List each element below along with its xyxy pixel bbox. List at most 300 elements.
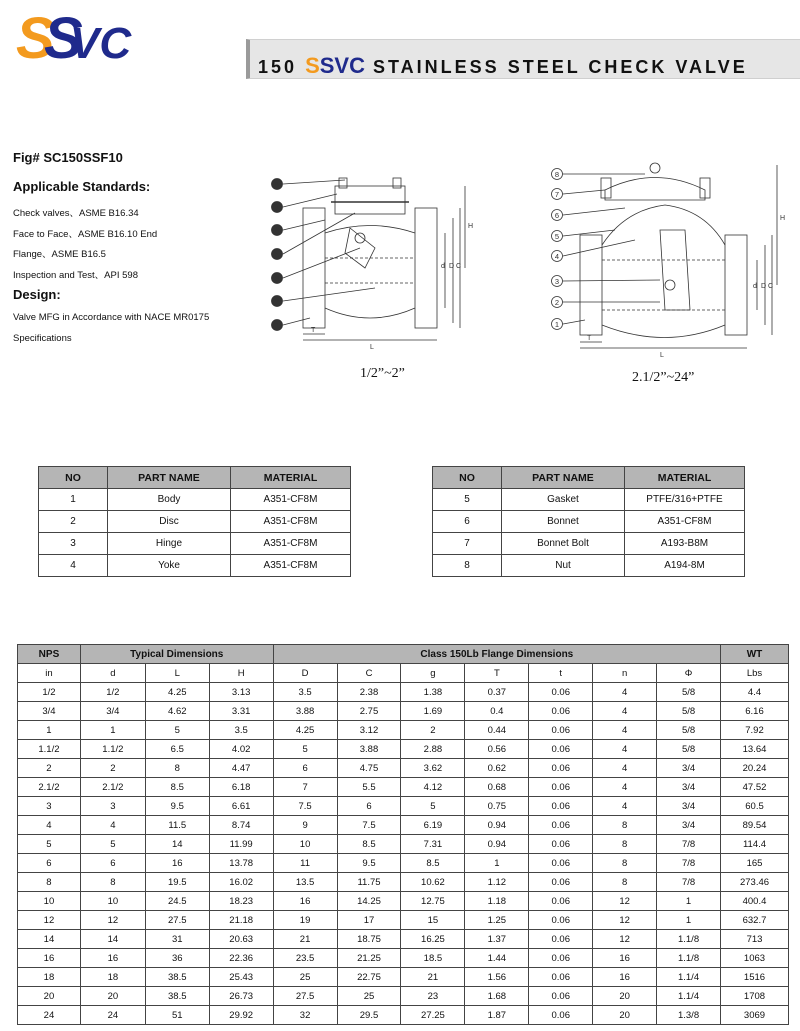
table-cell: 18.23 [209, 892, 273, 911]
standards-heading: Applicable Standards: [13, 179, 151, 194]
cell-no: 7 [433, 533, 502, 555]
svg-text:VC: VC [70, 19, 132, 68]
dim-label: D [449, 263, 455, 270]
table-cell: 22.36 [209, 949, 273, 968]
table-row [39, 489, 351, 511]
table-cell: 3 [80, 797, 145, 816]
callout-label: 8 [274, 180, 280, 189]
table-cell: 19 [273, 911, 337, 930]
table-cell: 1 [657, 892, 721, 911]
table-cell: 8.74 [209, 816, 273, 835]
table-cell: 26.73 [209, 987, 273, 1006]
table-row [18, 930, 789, 949]
table-cell: 2.1/2 [80, 778, 145, 797]
table-cell: 8 [18, 873, 81, 892]
table-cell: 6.18 [209, 778, 273, 797]
dim-label: C [768, 283, 774, 290]
design-item: Valve MFG in Accordance with NACE MR0175 [13, 312, 210, 323]
table-cell: 8.5 [401, 854, 465, 873]
callout-label: 2 [554, 298, 560, 307]
dim-label: d [441, 263, 445, 270]
table-row [18, 1006, 789, 1025]
title-brand-s: S [305, 53, 320, 78]
table-cell: 4.12 [401, 778, 465, 797]
dim-label: C [456, 263, 462, 270]
table-cell: 4 [18, 816, 81, 835]
parts-table-left [38, 466, 351, 577]
table-cell: 4 [593, 759, 657, 778]
table-cell: 1.1/4 [657, 968, 721, 987]
table-cell: 5/8 [657, 702, 721, 721]
table-cell: 3.13 [209, 683, 273, 702]
dim-label: D [761, 283, 767, 290]
table-cell: 4.25 [145, 683, 209, 702]
table-cell: 13.5 [273, 873, 337, 892]
table-cell: 0.44 [465, 721, 529, 740]
table-cell: 11.5 [145, 816, 209, 835]
cell-material: A351-CF8M [231, 555, 351, 577]
table-cell: 4.02 [209, 740, 273, 759]
table-cell: 0.06 [529, 683, 593, 702]
table-cell: 1516 [721, 968, 789, 987]
unit-cell: g [401, 664, 465, 683]
cell-name: Body [108, 489, 231, 511]
table-cell: 2.75 [337, 702, 401, 721]
table-row [433, 533, 745, 555]
svg-text:S: S [44, 6, 83, 71]
cell-material: A193-B8M [625, 533, 745, 555]
table-cell: 12 [593, 911, 657, 930]
table-cell: 1.25 [465, 911, 529, 930]
cell-name: Yoke [108, 555, 231, 577]
cell-material: A351-CF8M [231, 511, 351, 533]
table-cell: 273.46 [721, 873, 789, 892]
table-cell: 21 [401, 968, 465, 987]
table-cell: 4 [80, 816, 145, 835]
table-cell: 0.06 [529, 854, 593, 873]
table-cell: 1.3/8 [657, 1006, 721, 1025]
table-cell: 6 [18, 854, 81, 873]
table-cell: 0.62 [465, 759, 529, 778]
table-cell: 0.06 [529, 816, 593, 835]
table-row [18, 740, 789, 759]
table-cell: 4.47 [209, 759, 273, 778]
table-cell: 0.06 [529, 721, 593, 740]
table-cell: 4.75 [337, 759, 401, 778]
table-cell: 1/2 [80, 683, 145, 702]
cell-name: Nut [502, 555, 625, 577]
table-cell: 5 [273, 740, 337, 759]
group-header-wt: WT [721, 645, 789, 664]
table-row [39, 555, 351, 577]
table-cell: 11.75 [337, 873, 401, 892]
standard-item: Flange、ASME B16.5 [13, 249, 106, 260]
table-cell: 32 [273, 1006, 337, 1025]
table-header-row [433, 467, 745, 489]
table-cell: 16 [18, 949, 81, 968]
table-cell: 16 [80, 949, 145, 968]
table-cell: 1.1/8 [657, 949, 721, 968]
table-cell: 3/4 [80, 702, 145, 721]
table-cell: 10 [80, 892, 145, 911]
table-cell: 25 [273, 968, 337, 987]
table-cell: 38.5 [145, 987, 209, 1006]
table-cell: 7.5 [273, 797, 337, 816]
table-cell: 7/8 [657, 873, 721, 892]
cell-no: 5 [433, 489, 502, 511]
table-cell: 2 [401, 721, 465, 740]
table-cell: 5/8 [657, 740, 721, 759]
table-row [39, 511, 351, 533]
table-cell: 8 [80, 873, 145, 892]
table-cell: 3.31 [209, 702, 273, 721]
table-cell: 3 [18, 797, 81, 816]
table-cell: 10 [273, 835, 337, 854]
design-item: Specifications [13, 333, 72, 344]
units-row [18, 664, 789, 683]
table-cell: 9 [273, 816, 337, 835]
table-cell: 3/4 [657, 816, 721, 835]
table-cell: 14 [18, 930, 81, 949]
table-cell: 0.75 [465, 797, 529, 816]
table-cell: 18 [18, 968, 81, 987]
table-cell: 6 [80, 854, 145, 873]
callout-label: 1 [554, 320, 560, 329]
table-cell: 3.5 [209, 721, 273, 740]
table-cell: 12 [18, 911, 81, 930]
table-row [18, 892, 789, 911]
table-cell: 3.62 [401, 759, 465, 778]
table-cell: 18.5 [401, 949, 465, 968]
table-cell: 4.25 [273, 721, 337, 740]
table-cell: 2.88 [401, 740, 465, 759]
table-cell: 1.12 [465, 873, 529, 892]
table-cell: 11 [273, 854, 337, 873]
table-row [18, 759, 789, 778]
table-cell: 10.62 [401, 873, 465, 892]
callout-label: 1 [274, 321, 280, 330]
table-cell: 1 [18, 721, 81, 740]
table-row [18, 702, 789, 721]
table-cell: 5 [401, 797, 465, 816]
table-cell: 6.5 [145, 740, 209, 759]
table-cell: 18 [80, 968, 145, 987]
table-cell: 1708 [721, 987, 789, 1006]
table-cell: 5.5 [337, 778, 401, 797]
table-cell: 8 [593, 816, 657, 835]
table-cell: 7.31 [401, 835, 465, 854]
table-cell: 1 [465, 854, 529, 873]
cell-no: 8 [433, 555, 502, 577]
table-cell: 25.43 [209, 968, 273, 987]
table-cell: 8 [593, 854, 657, 873]
table-cell: 3.88 [273, 702, 337, 721]
table-cell: 0.06 [529, 759, 593, 778]
table-cell: 13.64 [721, 740, 789, 759]
table-cell: 0.4 [465, 702, 529, 721]
table-cell: 1.1/4 [657, 987, 721, 1006]
table-cell: 89.54 [721, 816, 789, 835]
table-cell: 14 [80, 930, 145, 949]
cell-no: 6 [433, 511, 502, 533]
group-header-nps: NPS [18, 645, 81, 664]
table-cell: 4 [593, 721, 657, 740]
column-header: MATERIAL [231, 467, 351, 489]
table-cell: 3069 [721, 1006, 789, 1025]
table-row [18, 835, 789, 854]
table-cell: 632.7 [721, 911, 789, 930]
table-cell: 51 [145, 1006, 209, 1025]
table-cell: 7 [273, 778, 337, 797]
table-cell: 1.68 [465, 987, 529, 1006]
unit-cell: T [465, 664, 529, 683]
table-cell: 14 [145, 835, 209, 854]
table-cell: 0.06 [529, 949, 593, 968]
unit-cell: Lbs [721, 664, 789, 683]
table-row [39, 533, 351, 555]
table-cell: 0.37 [465, 683, 529, 702]
table-cell: 16 [273, 892, 337, 911]
unit-cell: C [337, 664, 401, 683]
table-cell: 20 [593, 987, 657, 1006]
ssvc-logo [14, 2, 132, 71]
table-cell: 60.5 [721, 797, 789, 816]
table-cell: 3/4 [657, 778, 721, 797]
large-drawing-caption: 2.1/2”~24” [632, 370, 695, 385]
table-cell: 0.06 [529, 930, 593, 949]
table-cell: 1.37 [465, 930, 529, 949]
standard-item: Check valves、ASME B16.34 [13, 208, 139, 219]
table-cell: 1.69 [401, 702, 465, 721]
table-cell: 0.06 [529, 797, 593, 816]
table-cell: 20.63 [209, 930, 273, 949]
table-cell: 0.06 [529, 987, 593, 1006]
parts-table-right [432, 466, 745, 577]
unit-cell: L [145, 664, 209, 683]
column-header: PART NAME [502, 467, 625, 489]
table-cell: 20.24 [721, 759, 789, 778]
table-cell: 1.1/2 [18, 740, 81, 759]
table-cell: 3.88 [337, 740, 401, 759]
table-cell: 8.5 [337, 835, 401, 854]
group-header-flange: Class 150Lb Flange Dimensions [273, 645, 720, 664]
table-cell: 25 [337, 987, 401, 1006]
table-cell: 1 [657, 911, 721, 930]
table-cell: 16 [145, 854, 209, 873]
small-drawing-caption: 1/2”~2” [360, 366, 405, 381]
table-cell: 14.25 [337, 892, 401, 911]
unit-cell: D [273, 664, 337, 683]
table-row [18, 797, 789, 816]
table-cell: 31 [145, 930, 209, 949]
table-cell: 0.06 [529, 911, 593, 930]
cell-name: Disc [108, 511, 231, 533]
table-cell: 12 [593, 930, 657, 949]
table-cell: 1 [80, 721, 145, 740]
table-cell: 3.12 [337, 721, 401, 740]
table-cell: 114.4 [721, 835, 789, 854]
table-cell: 0.94 [465, 835, 529, 854]
table-cell: 11.99 [209, 835, 273, 854]
table-cell: 0.68 [465, 778, 529, 797]
column-header: NO [433, 467, 502, 489]
title-prefix: 150 [258, 57, 298, 77]
table-row [18, 987, 789, 1006]
cell-material: PTFE/316+PTFE [625, 489, 745, 511]
cell-name: Bonnet Bolt [502, 533, 625, 555]
unit-cell: d [80, 664, 145, 683]
table-cell: 1063 [721, 949, 789, 968]
column-header: PART NAME [108, 467, 231, 489]
table-cell: 7.5 [337, 816, 401, 835]
table-cell: 4 [593, 797, 657, 816]
table-cell: 24 [18, 1006, 81, 1025]
table-cell: 22.75 [337, 968, 401, 987]
table-row [18, 816, 789, 835]
table-row [433, 511, 745, 533]
table-cell: 0.56 [465, 740, 529, 759]
table-cell: 0.06 [529, 968, 593, 987]
standard-item: Face to Face、ASME B16.10 End [13, 229, 158, 240]
table-cell: 3/4 [18, 702, 81, 721]
design-heading: Design: [13, 287, 61, 302]
table-cell: 5 [18, 835, 81, 854]
callout-label: 6 [554, 211, 560, 220]
table-cell: 21.25 [337, 949, 401, 968]
table-cell: 16 [593, 949, 657, 968]
table-cell: 27.5 [145, 911, 209, 930]
table-cell: 29.92 [209, 1006, 273, 1025]
table-cell: 27.5 [273, 987, 337, 1006]
table-cell: 38.5 [145, 968, 209, 987]
table-row [18, 968, 789, 987]
table-cell: 4 [593, 778, 657, 797]
table-row [18, 911, 789, 930]
table-header-row [39, 467, 351, 489]
table-cell: 6 [337, 797, 401, 816]
table-cell: 9.5 [145, 797, 209, 816]
table-cell: 8.5 [145, 778, 209, 797]
table-row [18, 949, 789, 968]
table-cell: 1.38 [401, 683, 465, 702]
callout-label: 5 [274, 250, 280, 259]
title-main: STAINLESS STEEL CHECK VALVE [373, 57, 748, 77]
table-cell: 0.06 [529, 1006, 593, 1025]
table-cell: 23.5 [273, 949, 337, 968]
cell-no: 2 [39, 511, 108, 533]
table-cell: 3/4 [657, 797, 721, 816]
table-cell: 1.56 [465, 968, 529, 987]
table-cell: 24.5 [145, 892, 209, 911]
column-header: MATERIAL [625, 467, 745, 489]
cell-name: Bonnet [502, 511, 625, 533]
unit-cell: t [529, 664, 593, 683]
dim-label: T [587, 335, 592, 342]
cell-no: 1 [39, 489, 108, 511]
table-cell: 16.25 [401, 930, 465, 949]
table-cell: 713 [721, 930, 789, 949]
table-group-header-row [18, 645, 789, 664]
table-cell: 47.52 [721, 778, 789, 797]
table-cell: 2 [80, 759, 145, 778]
small-valve-drawing [265, 168, 505, 353]
unit-cell: in [18, 664, 81, 683]
table-cell: 12 [80, 911, 145, 930]
table-cell: 6.19 [401, 816, 465, 835]
table-cell: 0.06 [529, 702, 593, 721]
table-cell: 5 [80, 835, 145, 854]
table-cell: 8 [145, 759, 209, 778]
large-valve-drawing [545, 160, 795, 360]
cell-name: Gasket [502, 489, 625, 511]
table-cell: 1/2 [18, 683, 81, 702]
table-cell: 4 [593, 683, 657, 702]
table-row [18, 721, 789, 740]
table-cell: 16.02 [209, 873, 273, 892]
title-brand-vc: SVC [319, 53, 365, 78]
table-cell: 3.5 [273, 683, 337, 702]
table-cell: 10 [18, 892, 81, 911]
dim-label: T [311, 327, 316, 334]
dim-label: L [370, 344, 374, 351]
callout-label: 7 [274, 203, 280, 212]
table-row [433, 555, 745, 577]
table-cell: 15 [401, 911, 465, 930]
table-row [18, 854, 789, 873]
table-cell: 1.44 [465, 949, 529, 968]
callout-label: 3 [274, 274, 280, 283]
page-title [258, 53, 748, 79]
table-cell: 36 [145, 949, 209, 968]
fig-number: Fig# SC150SSF10 [13, 150, 123, 165]
callout-label: 3 [554, 277, 560, 286]
unit-cell: Φ [657, 664, 721, 683]
group-header-typical: Typical Dimensions [80, 645, 273, 664]
table-cell: 27.25 [401, 1006, 465, 1025]
table-cell: 13.78 [209, 854, 273, 873]
table-cell: 5 [145, 721, 209, 740]
table-cell: 400.4 [721, 892, 789, 911]
table-cell: 0.94 [465, 816, 529, 835]
table-cell: 6.16 [721, 702, 789, 721]
table-cell: 29.5 [337, 1006, 401, 1025]
table-row [18, 683, 789, 702]
dim-label: H [468, 223, 474, 230]
table-cell: 0.06 [529, 778, 593, 797]
callout-label: 4 [554, 252, 560, 261]
table-cell: 1.87 [465, 1006, 529, 1025]
unit-cell: H [209, 664, 273, 683]
table-cell: 0.06 [529, 892, 593, 911]
table-row [18, 873, 789, 892]
table-cell: 7/8 [657, 835, 721, 854]
table-cell: 1.18 [465, 892, 529, 911]
table-cell: 5/8 [657, 683, 721, 702]
table-cell: 8 [593, 873, 657, 892]
table-cell: 16 [593, 968, 657, 987]
table-cell: 21.18 [209, 911, 273, 930]
svg-text:S: S [16, 6, 55, 71]
table-cell: 2.1/2 [18, 778, 81, 797]
table-cell: 12 [593, 892, 657, 911]
unit-cell: n [593, 664, 657, 683]
table-cell: 0.06 [529, 835, 593, 854]
cell-material: A351-CF8M [231, 533, 351, 555]
column-header: NO [39, 467, 108, 489]
cell-name: Hinge [108, 533, 231, 555]
table-cell: 18.75 [337, 930, 401, 949]
callout-label: 7 [554, 190, 560, 199]
